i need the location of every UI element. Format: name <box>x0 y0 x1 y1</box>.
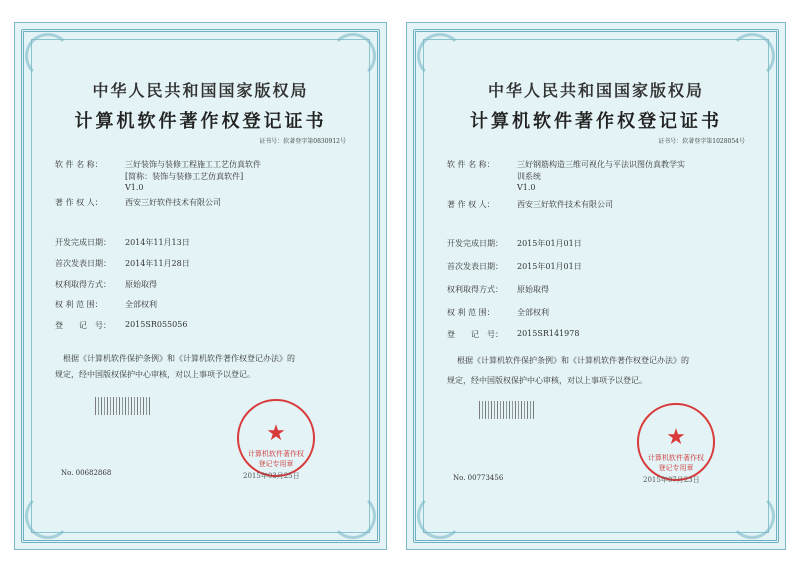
field-label: 权利取得方式： <box>55 280 111 289</box>
corner-ornament <box>330 493 376 539</box>
field-label: 著 作 权 人： <box>55 198 103 207</box>
field-label: 开发完成日期： <box>447 239 503 248</box>
issuer-title: 中华人民共和国国家版权局 <box>92 81 309 100</box>
field-value: 2015SR055056 <box>125 320 188 329</box>
seal-label: 登记专用章 <box>258 460 294 468</box>
certificate-left <box>14 22 387 550</box>
field-label: 首次发表日期： <box>447 262 503 271</box>
legal-text: 规定，经中国版权保护中心审核，对以上事项予以登记。 <box>55 370 255 379</box>
field-value: 全部权利 <box>517 308 549 317</box>
certificate-title: 计算机软件著作权登记证书 <box>470 111 722 132</box>
field-label: 权 利 范 围： <box>55 300 103 309</box>
legal-text: 根据《计算机软件保护条例》和《计算机软件著作权登记办法》的 <box>63 354 295 363</box>
field-value: 原始取得 <box>125 280 157 289</box>
field-label: 著 作 权 人： <box>447 200 495 209</box>
barcode <box>95 397 151 415</box>
corner-ornament <box>729 493 775 539</box>
field-value: 全部权利 <box>125 300 157 309</box>
seal-label: 登记专用章 <box>658 464 694 472</box>
serial-number: No. 00773456 <box>453 474 504 482</box>
field-value: V1.0 <box>517 183 536 192</box>
field-value: V1.0 <box>125 183 144 192</box>
field-value: 西安三好软件技术有限公司 <box>517 200 613 209</box>
certificate-title: 计算机软件著作权登记证书 <box>74 111 327 132</box>
field-value: 原始取得 <box>517 285 549 294</box>
certificate-right <box>406 22 786 550</box>
field-label: 开发完成日期： <box>55 238 111 247</box>
corner-ornament <box>25 33 71 79</box>
corner-ornament <box>729 33 775 79</box>
field-label: 权 利 范 围： <box>447 308 495 317</box>
field-label: 软 件 名 称： <box>447 160 495 169</box>
field-label: 登 记 号： <box>55 321 111 330</box>
legal-text: 根据《计算机软件保护条例》和《计算机软件著作权登记办法》的 <box>457 356 689 365</box>
field-value: 三好装饰与装修工程施工工艺仿真软件 <box>125 160 261 169</box>
corner-ornament <box>330 33 376 79</box>
serial-number: No. 00682868 <box>61 469 112 477</box>
star-icon: ★ <box>666 425 686 450</box>
seal-label: 计算机软件著作权 <box>648 454 704 462</box>
field-value: 2015年01月01日 <box>517 262 582 271</box>
certificate-number: 证书号：软著登字第0830912号 <box>259 138 346 145</box>
field-label: 软 件 名 称： <box>55 160 103 169</box>
star-icon: ★ <box>266 421 286 446</box>
field-label: 权利取得方式： <box>447 285 503 294</box>
seal-date: 2015年07月23日 <box>643 476 700 484</box>
field-value: 2015SR141978 <box>517 329 580 338</box>
field-value: 2014年11月13日 <box>125 238 190 247</box>
barcode <box>479 401 535 419</box>
seal-date: 2015年03月25日 <box>243 472 300 480</box>
field-value: 2014年11月28日 <box>125 259 190 268</box>
field-label: 首次发表日期： <box>55 259 111 268</box>
field-value: 训系统 <box>517 172 541 181</box>
corner-ornament <box>25 493 71 539</box>
certificate-number: 证书号：软著登字第1028054号 <box>658 138 745 145</box>
field-value: 三好钢筋构造三维可视化与平法识图仿真教学实 <box>517 160 685 169</box>
field-value: 2015年01月01日 <box>517 239 582 248</box>
field-value: 西安三好软件技术有限公司 <box>125 198 221 207</box>
field-value: [简称：装饰与装修工艺仿真软件] <box>125 172 244 181</box>
legal-text: 规定，经中国版权保护中心审核，对以上事项予以登记。 <box>447 376 647 385</box>
field-label: 登 记 号： <box>447 330 503 339</box>
corner-ornament <box>417 493 463 539</box>
issuer-title: 中华人民共和国国家版权局 <box>487 81 704 100</box>
corner-ornament <box>417 33 463 79</box>
seal-label: 计算机软件著作权 <box>248 450 304 458</box>
